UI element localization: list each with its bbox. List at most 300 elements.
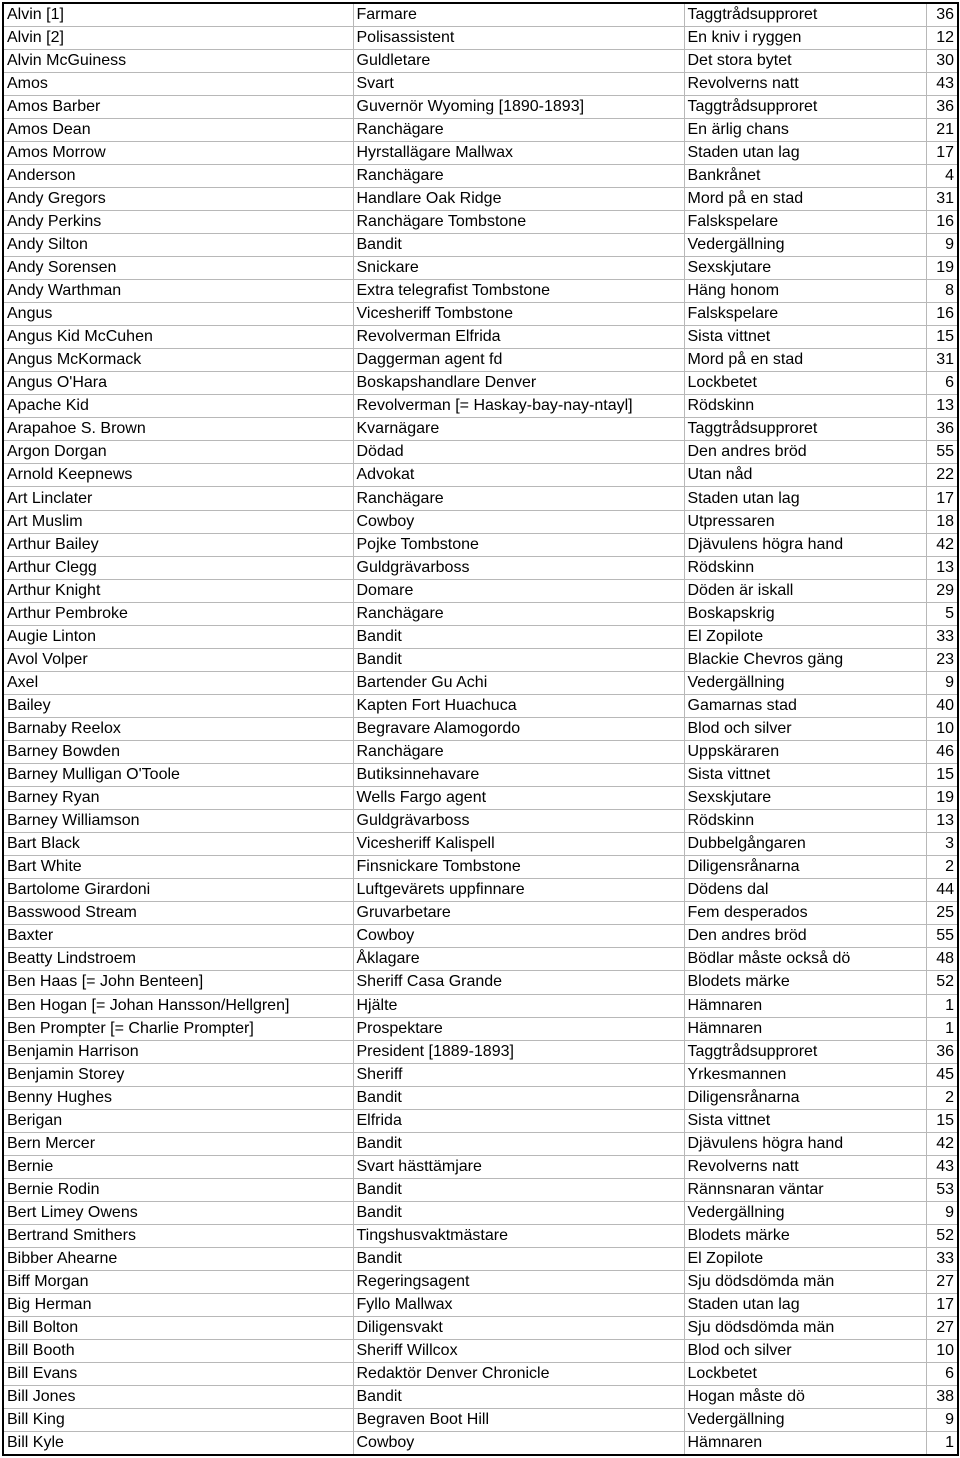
cell-book-title: Blackie Chevros gäng [684, 648, 926, 671]
cell-book-title: Lockbetet [684, 1363, 926, 1386]
table-row [3, 1432, 958, 1455]
cell-book-number: 1 [926, 1432, 958, 1455]
cell-character-name: Anderson [3, 164, 353, 187]
table-row [3, 510, 958, 533]
cell-character-name: Baxter [3, 925, 353, 948]
cell-book-number: 2 [926, 1086, 958, 1109]
cell-book-number: 6 [926, 372, 958, 395]
cell-character-role: Bandit [353, 1386, 684, 1409]
cell-book-number: 15 [926, 764, 958, 787]
cell-book-number: 48 [926, 948, 958, 971]
cell-book-number: 13 [926, 810, 958, 833]
cell-book-title: Hämnaren [684, 994, 926, 1017]
table-row [3, 118, 958, 141]
cell-book-title: Utpressaren [684, 510, 926, 533]
cell-character-name: Art Linclater [3, 487, 353, 510]
cell-character-name: Andy Gregors [3, 187, 353, 210]
cell-character-role: Finsnickare Tombstone [353, 856, 684, 879]
cell-character-role: Bandit [353, 1132, 684, 1155]
character-index-table [2, 2, 959, 1456]
cell-character-name: Alvin [2] [3, 26, 353, 49]
cell-book-title: Blodets märke [684, 1224, 926, 1247]
cell-book-title: En ärlig chans [684, 118, 926, 141]
cell-book-title: Gamarnas stad [684, 694, 926, 717]
cell-character-name: Bart White [3, 856, 353, 879]
cell-book-number: 44 [926, 879, 958, 902]
cell-character-role: Bandit [353, 1201, 684, 1224]
cell-book-number: 31 [926, 349, 958, 372]
cell-character-role: Bandit [353, 648, 684, 671]
cell-book-title: Lockbetet [684, 372, 926, 395]
table-row [3, 326, 958, 349]
cell-book-number: 4 [926, 164, 958, 187]
cell-character-role: Cowboy [353, 925, 684, 948]
table-row [3, 579, 958, 602]
table-row [3, 1017, 958, 1040]
cell-character-role: Hyrstallägare Mallwax [353, 141, 684, 164]
table-row [3, 1155, 958, 1178]
cell-book-title: Vedergällning [684, 1201, 926, 1224]
cell-book-title: Diligensrånarna [684, 1086, 926, 1109]
cell-book-title: Diligensrånarna [684, 856, 926, 879]
cell-book-number: 15 [926, 1109, 958, 1132]
cell-character-role: Ranchägare Tombstone [353, 210, 684, 233]
cell-book-title: Sista vittnet [684, 764, 926, 787]
cell-book-number: 19 [926, 787, 958, 810]
table-row [3, 95, 958, 118]
cell-character-name: Bill Bolton [3, 1317, 353, 1340]
cell-book-number: 27 [926, 1317, 958, 1340]
table-row [3, 787, 958, 810]
cell-character-role: Elfrida [353, 1109, 684, 1132]
cell-character-role: Svart [353, 72, 684, 95]
cell-book-number: 17 [926, 141, 958, 164]
table-row [3, 441, 958, 464]
cell-character-name: Bert Limey Owens [3, 1201, 353, 1224]
cell-book-title: Vedergällning [684, 671, 926, 694]
cell-book-number: 18 [926, 510, 958, 533]
cell-character-role: Domare [353, 579, 684, 602]
table-row [3, 1224, 958, 1247]
cell-book-number: 29 [926, 579, 958, 602]
table-row [3, 1317, 958, 1340]
cell-character-name: Alvin [1] [3, 3, 353, 26]
cell-character-name: Big Herman [3, 1294, 353, 1317]
cell-character-role: Pojke Tombstone [353, 533, 684, 556]
cell-character-role: Revolverman [= Haskay-bay-nay-ntayl] [353, 395, 684, 418]
cell-character-role: Polisassistent [353, 26, 684, 49]
cell-book-number: 36 [926, 1040, 958, 1063]
table-row [3, 1178, 958, 1201]
cell-character-role: Åklagare [353, 948, 684, 971]
cell-book-title: Bankrånet [684, 164, 926, 187]
cell-book-number: 17 [926, 1294, 958, 1317]
cell-book-title: Det stora bytet [684, 49, 926, 72]
cell-character-role: Gruvarbetare [353, 902, 684, 925]
cell-character-name: Apache Kid [3, 395, 353, 418]
cell-character-role: Farmare [353, 3, 684, 26]
cell-book-title: Uppskäraren [684, 741, 926, 764]
table-row [3, 671, 958, 694]
cell-character-name: Arnold Keepnews [3, 464, 353, 487]
cell-character-role: Bandit [353, 1178, 684, 1201]
cell-book-title: Vedergällning [684, 1409, 926, 1432]
table-row [3, 210, 958, 233]
cell-book-number: 6 [926, 1363, 958, 1386]
cell-book-number: 36 [926, 95, 958, 118]
cell-book-number: 3 [926, 833, 958, 856]
cell-character-role: Handlare Oak Ridge [353, 187, 684, 210]
cell-character-role: Guldletare [353, 49, 684, 72]
table-row [3, 1271, 958, 1294]
cell-character-role: Bandit [353, 625, 684, 648]
cell-character-name: Barney Bowden [3, 741, 353, 764]
cell-character-role: Wells Fargo agent [353, 787, 684, 810]
cell-character-name: Argon Dorgan [3, 441, 353, 464]
cell-character-role: Snickare [353, 257, 684, 280]
cell-character-role: Cowboy [353, 1432, 684, 1455]
table-row [3, 187, 958, 210]
table-row [3, 625, 958, 648]
cell-character-role: Bandit [353, 1086, 684, 1109]
table-row [3, 925, 958, 948]
cell-book-number: 13 [926, 556, 958, 579]
table-row [3, 303, 958, 326]
cell-character-role: Cowboy [353, 510, 684, 533]
cell-book-number: 2 [926, 856, 958, 879]
cell-book-title: Sista vittnet [684, 326, 926, 349]
cell-character-role: Sheriff Willcox [353, 1340, 684, 1363]
cell-character-name: Alvin McGuiness [3, 49, 353, 72]
table-row [3, 879, 958, 902]
cell-book-title: Sju dödsdömda män [684, 1271, 926, 1294]
cell-book-number: 1 [926, 994, 958, 1017]
cell-book-number: 5 [926, 602, 958, 625]
table-body [3, 3, 958, 1455]
cell-character-role: Advokat [353, 464, 684, 487]
cell-book-number: 17 [926, 487, 958, 510]
cell-character-name: Bill Kyle [3, 1432, 353, 1455]
table-row [3, 856, 958, 879]
table-row [3, 141, 958, 164]
table-row [3, 602, 958, 625]
cell-character-role: Regeringsagent [353, 1271, 684, 1294]
table-row [3, 764, 958, 787]
cell-character-name: Arthur Knight [3, 579, 353, 602]
cell-book-title: Falskspelare [684, 303, 926, 326]
cell-book-title: Sju dödsdömda män [684, 1317, 926, 1340]
cell-character-name: Beatty Lindstroem [3, 948, 353, 971]
cell-character-role: Vicesheriff Kalispell [353, 833, 684, 856]
cell-book-number: 9 [926, 1409, 958, 1432]
cell-book-number: 16 [926, 303, 958, 326]
table-row [3, 487, 958, 510]
table-row [3, 418, 958, 441]
cell-character-role: Prospektare [353, 1017, 684, 1040]
cell-book-number: 8 [926, 280, 958, 303]
table-row [3, 280, 958, 303]
cell-book-title: Den andres bröd [684, 925, 926, 948]
cell-book-title: Dubbelgångaren [684, 833, 926, 856]
cell-book-title: Boskapskrig [684, 602, 926, 625]
cell-book-number: 22 [926, 464, 958, 487]
table-row [3, 1340, 958, 1363]
cell-character-name: Ben Haas [= John Benteen] [3, 971, 353, 994]
cell-character-name: Bertrand Smithers [3, 1224, 353, 1247]
cell-book-number: 15 [926, 326, 958, 349]
cell-book-number: 43 [926, 1155, 958, 1178]
cell-book-number: 27 [926, 1271, 958, 1294]
cell-character-role: Ranchägare [353, 602, 684, 625]
cell-book-number: 46 [926, 741, 958, 764]
cell-book-number: 52 [926, 971, 958, 994]
cell-book-title: Vedergällning [684, 233, 926, 256]
cell-book-title: Blodets märke [684, 971, 926, 994]
cell-character-name: Benjamin Storey [3, 1063, 353, 1086]
table-row [3, 1201, 958, 1224]
cell-book-title: Rännsnaran väntar [684, 1178, 926, 1201]
cell-book-number: 1 [926, 1017, 958, 1040]
cell-character-name: Arthur Bailey [3, 533, 353, 556]
cell-book-title: Taggtrådsupproret [684, 3, 926, 26]
cell-book-number: 9 [926, 671, 958, 694]
cell-character-role: Extra telegrafist Tombstone [353, 280, 684, 303]
cell-character-name: Amos Dean [3, 118, 353, 141]
table-row [3, 233, 958, 256]
cell-character-name: Arapahoe S. Brown [3, 418, 353, 441]
cell-book-number: 55 [926, 441, 958, 464]
cell-character-name: Bernie Rodin [3, 1178, 353, 1201]
table-row [3, 741, 958, 764]
cell-book-title: En kniv i ryggen [684, 26, 926, 49]
cell-character-name: Ben Prompter [= Charlie Prompter] [3, 1017, 353, 1040]
cell-book-title: Mord på en stad [684, 349, 926, 372]
cell-character-name: Biff Morgan [3, 1271, 353, 1294]
cell-character-role: Guldgrävarboss [353, 810, 684, 833]
cell-book-title: Staden utan lag [684, 1294, 926, 1317]
cell-book-number: 23 [926, 648, 958, 671]
cell-book-title: Yrkesmannen [684, 1063, 926, 1086]
cell-character-name: Angus McKormack [3, 349, 353, 372]
cell-book-title: El Zopilote [684, 625, 926, 648]
table-row [3, 1040, 958, 1063]
table-row [3, 694, 958, 717]
cell-character-name: Benjamin Harrison [3, 1040, 353, 1063]
table-row [3, 556, 958, 579]
table-row [3, 1086, 958, 1109]
cell-character-role: Butiksinnehavare [353, 764, 684, 787]
cell-character-name: Amos Morrow [3, 141, 353, 164]
cell-character-role: Luftgevärets uppfinnare [353, 879, 684, 902]
table-row [3, 948, 958, 971]
cell-book-title: Djävulens högra hand [684, 1132, 926, 1155]
cell-character-name: Arthur Clegg [3, 556, 353, 579]
cell-character-name: Art Muslim [3, 510, 353, 533]
cell-book-title: Den andres bröd [684, 441, 926, 464]
table-row [3, 648, 958, 671]
cell-book-number: 33 [926, 625, 958, 648]
cell-book-number: 53 [926, 1178, 958, 1201]
table-row [3, 1109, 958, 1132]
cell-book-number: 52 [926, 1224, 958, 1247]
cell-character-name: Andy Warthman [3, 280, 353, 303]
cell-book-number: 10 [926, 1340, 958, 1363]
cell-book-number: 21 [926, 118, 958, 141]
cell-book-title: Taggtrådsupproret [684, 1040, 926, 1063]
cell-character-name: Benny Hughes [3, 1086, 353, 1109]
cell-character-name: Bart Black [3, 833, 353, 856]
table-row [3, 1294, 958, 1317]
table-row [3, 1409, 958, 1432]
table-row [3, 372, 958, 395]
cell-character-role: Ranchägare [353, 118, 684, 141]
table-row [3, 1132, 958, 1155]
cell-character-role: Sheriff Casa Grande [353, 971, 684, 994]
cell-character-role: Begravare Alamogordo [353, 717, 684, 740]
cell-book-title: Djävulens högra hand [684, 533, 926, 556]
table-row [3, 810, 958, 833]
cell-character-role: Fyllo Mallwax [353, 1294, 684, 1317]
cell-book-number: 40 [926, 694, 958, 717]
table-row [3, 717, 958, 740]
cell-character-role: Daggerman agent fd [353, 349, 684, 372]
cell-book-number: 36 [926, 3, 958, 26]
table-row [3, 3, 958, 26]
cell-character-role: Bartender Gu Achi [353, 671, 684, 694]
cell-book-title: Taggtrådsupproret [684, 95, 926, 118]
cell-character-role: Ranchägare [353, 487, 684, 510]
cell-book-title: Rödskinn [684, 556, 926, 579]
cell-character-name: Angus O'Hara [3, 372, 353, 395]
table-row [3, 833, 958, 856]
cell-character-name: Angus [3, 303, 353, 326]
cell-book-title: Blod och silver [684, 1340, 926, 1363]
cell-character-role: Ranchägare [353, 164, 684, 187]
cell-book-number: 30 [926, 49, 958, 72]
cell-book-title: Sista vittnet [684, 1109, 926, 1132]
cell-character-role: Begraven Boot Hill [353, 1409, 684, 1432]
cell-book-title: Sexskjutare [684, 257, 926, 280]
cell-character-role: Dödad [353, 441, 684, 464]
cell-character-role: Vicesheriff Tombstone [353, 303, 684, 326]
cell-character-name: Bill Evans [3, 1363, 353, 1386]
cell-book-title: Hämnaren [684, 1432, 926, 1455]
cell-book-title: Dödens dal [684, 879, 926, 902]
cell-book-number: 19 [926, 257, 958, 280]
cell-book-number: 55 [926, 925, 958, 948]
cell-character-name: Andy Perkins [3, 210, 353, 233]
cell-book-title: Falskspelare [684, 210, 926, 233]
cell-book-number: 31 [926, 187, 958, 210]
cell-character-name: Ben Hogan [= Johan Hansson/Hellgren] [3, 994, 353, 1017]
table-row [3, 533, 958, 556]
cell-character-name: Barnaby Reelox [3, 717, 353, 740]
cell-character-name: Barney Williamson [3, 810, 353, 833]
table-row [3, 349, 958, 372]
table-row [3, 72, 958, 95]
cell-book-number: 9 [926, 233, 958, 256]
cell-book-title: Staden utan lag [684, 141, 926, 164]
cell-character-name: Amos [3, 72, 353, 95]
table-row [3, 257, 958, 280]
table-row [3, 49, 958, 72]
cell-character-role: Kapten Fort Huachuca [353, 694, 684, 717]
table-row [3, 1063, 958, 1086]
cell-book-title: Staden utan lag [684, 487, 926, 510]
cell-book-number: 43 [926, 72, 958, 95]
cell-book-title: Döden är iskall [684, 579, 926, 602]
cell-character-name: Barney Mulligan O'Toole [3, 764, 353, 787]
cell-character-role: Guvernör Wyoming [1890-1893] [353, 95, 684, 118]
table-row [3, 464, 958, 487]
table-row [3, 994, 958, 1017]
cell-book-title: Rödskinn [684, 395, 926, 418]
table-row [3, 1386, 958, 1409]
cell-book-title: Hogan måste dö [684, 1386, 926, 1409]
cell-book-title: Mord på en stad [684, 187, 926, 210]
cell-book-title: Sexskjutare [684, 787, 926, 810]
cell-character-name: Bill Booth [3, 1340, 353, 1363]
cell-book-title: Utan nåd [684, 464, 926, 487]
table-row [3, 902, 958, 925]
cell-book-number: 16 [926, 210, 958, 233]
cell-character-role: Bandit [353, 233, 684, 256]
cell-book-number: 45 [926, 1063, 958, 1086]
table-row [3, 971, 958, 994]
cell-character-role: Tingshusvaktmästare [353, 1224, 684, 1247]
cell-character-name: Augie Linton [3, 625, 353, 648]
cell-book-title: Häng honom [684, 280, 926, 303]
table-row [3, 1248, 958, 1271]
cell-book-number: 42 [926, 533, 958, 556]
cell-character-name: Barney Ryan [3, 787, 353, 810]
cell-book-title: El Zopilote [684, 1248, 926, 1271]
cell-book-number: 9 [926, 1201, 958, 1224]
cell-book-number: 25 [926, 902, 958, 925]
cell-character-name: Amos Barber [3, 95, 353, 118]
cell-book-title: Hämnaren [684, 1017, 926, 1040]
cell-character-role: Sheriff [353, 1063, 684, 1086]
table-row [3, 26, 958, 49]
cell-character-name: Basswood Stream [3, 902, 353, 925]
cell-character-name: Bibber Ahearne [3, 1248, 353, 1271]
cell-character-name: Avol Volper [3, 648, 353, 671]
cell-book-number: 12 [926, 26, 958, 49]
cell-character-role: President [1889-1893] [353, 1040, 684, 1063]
cell-book-title: Revolverns natt [684, 1155, 926, 1178]
cell-character-name: Bernie [3, 1155, 353, 1178]
cell-character-role: Guldgrävarboss [353, 556, 684, 579]
cell-book-number: 36 [926, 418, 958, 441]
cell-book-number: 42 [926, 1132, 958, 1155]
cell-character-role: Revolverman Elfrida [353, 326, 684, 349]
table-row [3, 1363, 958, 1386]
cell-character-name: Axel [3, 671, 353, 694]
cell-book-title: Revolverns natt [684, 72, 926, 95]
cell-character-name: Bartolome Girardoni [3, 879, 353, 902]
cell-character-name: Bill Jones [3, 1386, 353, 1409]
cell-book-title: Bödlar måste också dö [684, 948, 926, 971]
cell-character-name: Andy Sorensen [3, 257, 353, 280]
cell-character-name: Bill King [3, 1409, 353, 1432]
cell-book-number: 33 [926, 1248, 958, 1271]
cell-character-role: Hjälte [353, 994, 684, 1017]
cell-book-number: 38 [926, 1386, 958, 1409]
table-row [3, 164, 958, 187]
cell-character-role: Ranchägare [353, 741, 684, 764]
cell-character-role: Svart hästtämjare [353, 1155, 684, 1178]
cell-character-role: Redaktör Denver Chronicle [353, 1363, 684, 1386]
